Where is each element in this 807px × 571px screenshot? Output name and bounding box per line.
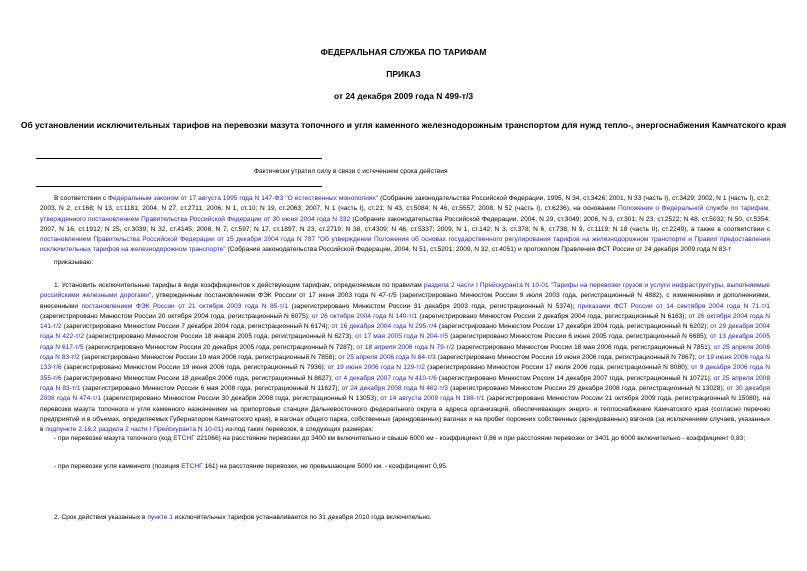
preamble-text: (Собрание законодательства Российской Федерации, 2004, N 51, ст.5201; 2009, N 32, ст.4051) и протоколом Правления ФСТ России от 24 декабря 2009 года N 83-т bbox=[225, 246, 732, 254]
link-document[interactable]: от 24 декабря 2008 года N 462-т/3 bbox=[341, 384, 448, 392]
link-document[interactable]: от 13 декабря 2005 года N 617-т/5 bbox=[40, 333, 770, 351]
item-text: ) из-под таких перевозок, в следующих размерах: bbox=[221, 426, 374, 434]
item-text: (зарегистрировано Минюстом России 18 мая 2006 года, регистрационный N 7851); bbox=[454, 343, 714, 351]
link-document[interactable]: приказами ФСТ России от 14 сентября 2004 года N 71-т/1 bbox=[577, 302, 770, 310]
link-document[interactable]: от 14 августа 2009 года N 188-т/1 bbox=[380, 395, 485, 403]
link-document[interactable]: от 25 апреля 2006 года N 83-т/2 bbox=[40, 343, 770, 362]
link-document[interactable]: от 18 апреля 2006 года N 79-т/2 bbox=[356, 343, 455, 351]
link-federal-law[interactable]: Федеральным законом от 17 августа 1995 года N 147-ФЗ "О естественных монополиях" bbox=[107, 195, 379, 202]
document-title: Об установлении исключительных тарифов на перевозки мазута топочного и угля каменного железнодорожным транспортом для нужд тепло-, энергоснабжения Камчатского края bbox=[20, 120, 787, 130]
link-etsng[interactable]: ЕТСНГ bbox=[173, 435, 195, 442]
item-text: (зарегистрировано Минюстом России 20 октября 2004 года, регистрационный N 6075); bbox=[40, 312, 312, 320]
item-text: (зарегистрировано Минюстом России 17 июля 2006 года, регистрационный N 8080); bbox=[424, 364, 691, 372]
link-document[interactable]: от 25 апреля 2008 года N 83-т/1 bbox=[40, 374, 771, 392]
item-text: (зарегистрировано Минюстом России 6 июня 2005 года, регистрационный N 6685); bbox=[448, 333, 710, 341]
item-text: (зарегистрировано Минюстом России 31 декабря 2003 года, регистрационный N 5374); bbox=[288, 302, 578, 310]
link-etsng[interactable]: ЕТСНГ bbox=[181, 463, 203, 470]
preamble-text: (Собрание законодательства Российской Федерации, 1995, N 34, ст.3426; 2001, N 33 (часть I), ст.3429; 2002, N 1 (часть I), ст.2; 2003, N 2, ст.168; N 13, ст.1181; 2004, N 27, ст.2711; 2006, N 1, ст.10; N 19, ст.2063; 2007, N 1 (часть I), ст.21; N 43, ст.5084; N 46, ст.5557; 2008, N 52 (часть I), ст.6236), на основании bbox=[40, 195, 771, 213]
preamble-text: В соответствии с bbox=[54, 195, 108, 202]
link-item-1[interactable]: пункте 1 bbox=[147, 514, 173, 521]
link-government-decree[interactable]: постановлением Правительства Российской Федерации от 15 декабря 2004 года N 787 "Об утверждении Положения об основах государственного регулирования тарифов на железнодорожном транспорте и Правил предоставления исключительных тарифов на железнодорожном транспорте" bbox=[40, 236, 770, 254]
status-note: Фактически утратил силу в связи с истечением срока действия bbox=[254, 168, 448, 175]
item-text: (зарегистрировано Минюстом России 30 декабря 2008 года, регистрационный N 13053); bbox=[101, 395, 381, 403]
item-text: (зарегистрировано Минюстом России 18 января 2005 года, регистрационный N 6273); bbox=[84, 333, 356, 341]
link-fst-regulation[interactable]: Положения о Федеральной службе по тарифам, утвержденного постановлением Правительства Российской Федерации от 30 июня 2004 года N 332 bbox=[40, 205, 770, 223]
preamble-text: (Собрание законодательства Российской Федерации, 2004, N 29, ст.3049; 2006, N 3, ст.301; N 23, ст.2522; N 48, ст.5032; N 50, ст.5354; 2007, N 16, ст.1912; N 25, ст.3039; N 32, ст.4145; 2008, N 7, ст.597; N 17, ст.1897; N 23, ст.2719; N 38, ст.4309; N 46, ст.5337; 2009, N 1, ст.142; N 3, ст.378; N 6, ст.738; N 9, ст.1119; N 18 (часть II), ст.2249), а также в соответствии с bbox=[40, 215, 771, 233]
document-type-heading: ПРИКАЗ bbox=[386, 69, 421, 79]
item-text: , утвержденным постановлением ФЭК России от 17 июня 2003 года N 47-т/5 (зарегистрировано Минюстом России 9 июля 2003 года, регистрационный N 4882), с изменениями и дополнениями, внесенными bbox=[40, 292, 770, 310]
link-document[interactable]: постановлением ФЭК России от 21 октября 2003 года N 85-т/1 bbox=[81, 302, 289, 310]
item-text: (зарегистрировано Минюстом России 7 декабря 2004 года, регистрационный N 6174); bbox=[61, 323, 332, 331]
divider-top bbox=[36, 158, 322, 159]
item-text: (зарегистрировано Минюстом России 6 мая 2008 года, регистрационный N 11627); bbox=[80, 384, 342, 392]
link-document[interactable]: от 16 декабря 2004 года N 295-т/4 bbox=[331, 323, 437, 331]
bullet-text: - при перевозке угля каменного (позиция bbox=[54, 463, 182, 470]
item-text: (зарегистрировано Минюстом России 2 декабря 2004 года, регистрационный N 6163); bbox=[417, 312, 689, 320]
link-document[interactable]: от 30 декабря 2008 года N 474-т/1 bbox=[40, 384, 770, 403]
item-text: исключительных тарифов устанавливается по 31 декабря 2010 года включительно. bbox=[172, 514, 432, 521]
link-document[interactable]: от 19 июня 2006 года N 133-т/6 bbox=[40, 354, 770, 372]
item-text: (зарегистрировано Минюстом России 21 октября 2009 года, регистрационный N 15080), на перевозки мазута топочного и угля каменного назначением на припортовые станции Дальневосточного федерального округа в адреса организаций, обеспечивающих энерго- и теплоснабжение Камчатского края (согласно перечню предприятий и в объемах, определяемых Губернатором Камчатского края), в вагонах общего парка, собственных (арендованных) вагонах и на пробег порожних собственных (арендованных) вагонов (за исключением случаев, указанных в bbox=[40, 395, 770, 434]
order-word: приказываю: bbox=[54, 259, 94, 266]
item-text: (зарегистрировано Минюстом России 29 декабря 2008 года, регистрационный N 13028); bbox=[447, 384, 727, 392]
link-document[interactable]: от 4 декабря 2007 года N 410-т/6 bbox=[334, 374, 437, 382]
bullet-fuel-oil bbox=[40, 434, 770, 444]
link-document[interactable]: от 29 декабря 2004 года N 422-т/2 bbox=[40, 323, 770, 341]
item-text: (зарегистрировано Минюстом России 20 декабря 2005 года, регистрационный N 7287); bbox=[83, 343, 357, 351]
item-text: (зарегистрировано Минюстом России 18 декабря 2006 года, регистрационный N 8627); bbox=[61, 374, 335, 382]
link-pricelist-section[interactable]: раздела 2 части I Прейскуранта N 10-01 "Тарифы на перевозки грузов и услуги инфраструктуры, выполняемые российскими железными дорогами" bbox=[40, 282, 770, 300]
organization-heading: ФЕДЕРАЛЬНАЯ СЛУЖБА ПО ТАРИФАМ bbox=[320, 47, 487, 57]
item-text: 2. Срок действия указанных в bbox=[54, 514, 148, 521]
link-document[interactable]: от 25 апреля 2006 года N 84-т/3 bbox=[338, 354, 436, 362]
link-document[interactable]: от 9 декабря 2006 года N 355-т/6 bbox=[40, 364, 770, 382]
link-document[interactable]: от 26 октября 2004 года N 140-т/1 bbox=[311, 312, 418, 320]
link-pricelist-subsection[interactable]: подпункте 2.16.2 раздела 2 части I Прейскуранта N 10-01 bbox=[45, 426, 222, 434]
item-2-paragraph bbox=[40, 513, 770, 523]
bullet-text: - при перевозке мазута топочного (код bbox=[54, 435, 174, 442]
item-text: (зарегистрировано Минюстом России 19 июня 2006 года, регистрационный N 7936); bbox=[61, 364, 328, 372]
link-document[interactable]: от 17 мая 2005 года N 204-т/5 bbox=[355, 333, 449, 341]
document-date-number: от 24 декабря 2009 года N 499-т/3 bbox=[333, 91, 474, 101]
item-text: (зарегистрировано Минюстом России 17 декабря 2004 года, регистрационный N 6202); bbox=[436, 323, 711, 331]
bullet-coal bbox=[40, 462, 770, 472]
bullet-text: 221066) на расстояние перевозки до 3400 км включительно и свыше 6000 км - коэффициент 0,86 и при расстоянии перевозки от 3401 до 6000 включительно - коэффициент 0,83; bbox=[194, 435, 746, 442]
preamble-paragraph bbox=[40, 194, 770, 256]
item-text: (зарегистрировано Минюстом России 19 июня 2006 года, регистрационный N 7867); bbox=[435, 354, 699, 362]
link-document[interactable]: от 26 октября 2004 года N 141-т/2 bbox=[40, 312, 771, 331]
item-text: (зарегистрировано Минюстом России 14 декабря 2007 года, регистрационный N 10721); bbox=[436, 374, 714, 382]
link-document[interactable]: от 19 июня 2006 года N 129-т/2 bbox=[327, 364, 425, 372]
bullet-text: 161) на расстояние перевозки, не превышающие 5000 км. - коэффициент 0,95. bbox=[202, 463, 448, 470]
item-text: (зарегистрировано Минюстом России 19 мая 2006 года, регистрационный N 7858); bbox=[79, 354, 339, 362]
item-1-paragraph bbox=[40, 281, 770, 435]
divider-bottom bbox=[36, 186, 322, 187]
item-text: 1. Установить исключительные тарифы в виде коэффициентов к действующим тарифам, определяемым по правилам bbox=[54, 282, 424, 289]
